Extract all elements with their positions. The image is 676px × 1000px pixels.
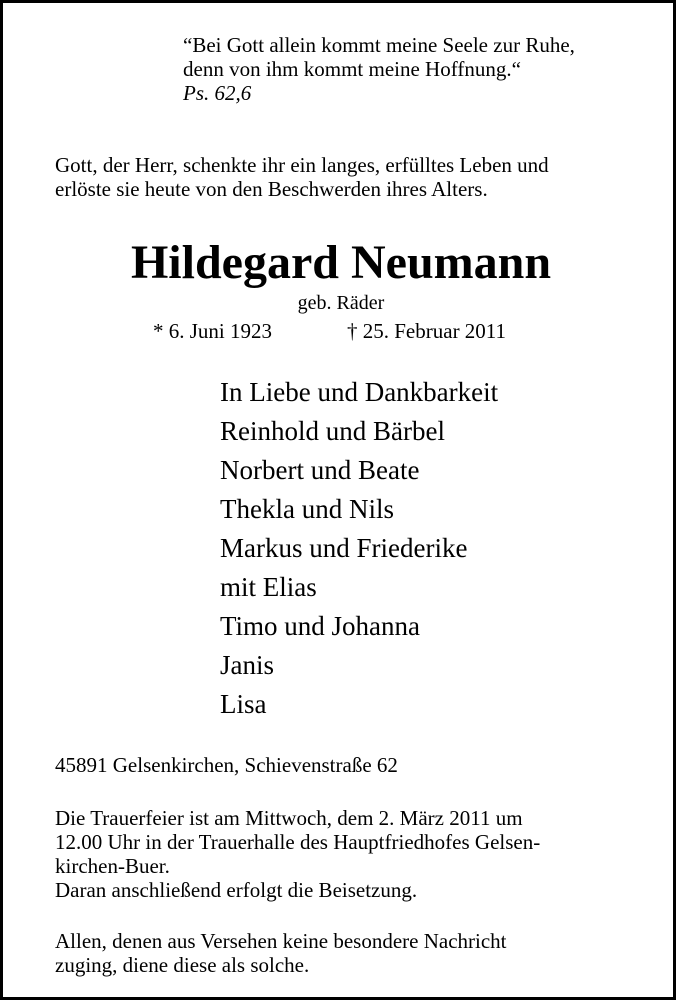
funeral-info-line-4: Daran anschließend erfolgt die Beisetzung. xyxy=(55,878,418,902)
mourners-list-item: Thekla und Nils xyxy=(220,494,394,524)
bible-reference: Ps. 62,6 xyxy=(183,81,252,105)
bible-quote-line-2: denn von ihm kommt meine Hoffnung.“ xyxy=(183,57,521,81)
deceased-name: Hildegard Neumann xyxy=(130,236,552,289)
mourning-address: 45891 Gelsenkirchen, Schievenstraße 62 xyxy=(55,753,398,777)
intro-text-line-1: Gott, der Herr, schenkte ihr ein langes, erfülltes Leben und xyxy=(55,153,549,177)
mourners-list-item: In Liebe und Dankbarkeit xyxy=(220,377,499,407)
mourners-list-item: mit Elias xyxy=(220,572,317,602)
mourners-list-item: Timo und Johanna xyxy=(220,611,421,641)
funeral-info-line-3: kirchen-Buer. xyxy=(55,854,170,878)
funeral-info-line-2: 12.00 Uhr in der Trauerhalle des Hauptfriedhofes Gelsen- xyxy=(55,830,541,854)
mourners-list-item: Norbert und Beate xyxy=(220,455,420,485)
mourners-list xyxy=(220,377,498,728)
bible-quote-line-1: “Bei Gott allein kommt meine Seele zur Ruhe, xyxy=(183,33,575,57)
funeral-info-line-1: Die Trauerfeier ist am Mittwoch, dem 2. März 2011 um xyxy=(55,806,523,830)
mourners-list-item: Markus und Friederike xyxy=(220,533,468,563)
mourners-list-item: Reinhold und Bärbel xyxy=(220,416,445,446)
mourners-list-item: Lisa xyxy=(220,689,267,719)
closing-note-line-1: Allen, denen aus Versehen keine besondere Nachricht xyxy=(55,929,507,953)
maiden-name: geb. Räder xyxy=(297,292,385,314)
mourners-list-item: Janis xyxy=(220,650,274,680)
intro-text-line-2: erlöste sie heute von den Beschwerden ihres Alters. xyxy=(55,177,488,201)
death-date: † 25. Februar 2011 xyxy=(347,319,507,343)
birth-date: * 6. Juni 1923 xyxy=(153,319,273,343)
closing-note-line-2: zuging, diene diese als solche. xyxy=(55,953,310,977)
